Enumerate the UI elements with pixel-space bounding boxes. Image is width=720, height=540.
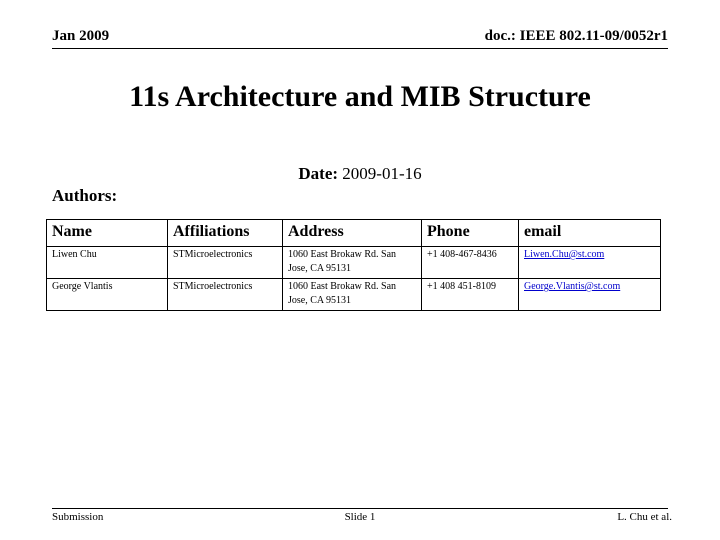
date-line — [0, 164, 720, 184]
header-divider — [52, 48, 668, 49]
author-phone: +1 408-467-8436 — [422, 247, 519, 279]
header-doc-id: doc.: IEEE 802.11-09/0052r1 — [484, 28, 668, 44]
authors-heading: Authors: — [52, 186, 118, 205]
table-row — [47, 279, 661, 311]
col-header-affiliations: Affiliations — [168, 220, 283, 247]
author-email-cell — [519, 279, 661, 311]
author-email-link[interactable]: Liwen.Chu@st.com — [524, 249, 605, 260]
table-row — [47, 247, 661, 279]
col-header-phone: Phone — [422, 220, 519, 247]
header-date: Jan 2009 — [52, 28, 110, 44]
author-affiliation: STMicroelectronics — [168, 279, 283, 311]
author-email-link[interactable]: George.Vlantis@st.com — [524, 281, 621, 292]
author-email-cell — [519, 247, 661, 279]
author-phone: +1 408 451-8109 — [422, 279, 519, 311]
footer-slide-number: Slide 1 — [344, 511, 376, 523]
col-header-email: email — [519, 220, 661, 247]
footer-submission: Submission — [52, 511, 104, 523]
table-header-row — [47, 220, 661, 247]
col-header-name: Name — [47, 220, 168, 247]
author-affiliation: STMicroelectronics — [168, 247, 283, 279]
author-name: George Vlantis — [47, 279, 168, 311]
authors-table — [46, 219, 661, 311]
footer-divider — [52, 508, 668, 509]
author-name: Liwen Chu — [47, 247, 168, 279]
author-address: 1060 East Brokaw Rd. San Jose, CA 95131 — [283, 247, 422, 279]
footer-author: L. Chu et al. — [617, 511, 672, 523]
slide-title: 11s Architecture and MIB Structure — [129, 80, 591, 113]
date-value: 2009-01-16 — [342, 164, 422, 183]
date-label: Date: — [298, 164, 339, 183]
author-address: 1060 East Brokaw Rd. San Jose, CA 95131 — [283, 279, 422, 311]
col-header-address: Address — [283, 220, 422, 247]
